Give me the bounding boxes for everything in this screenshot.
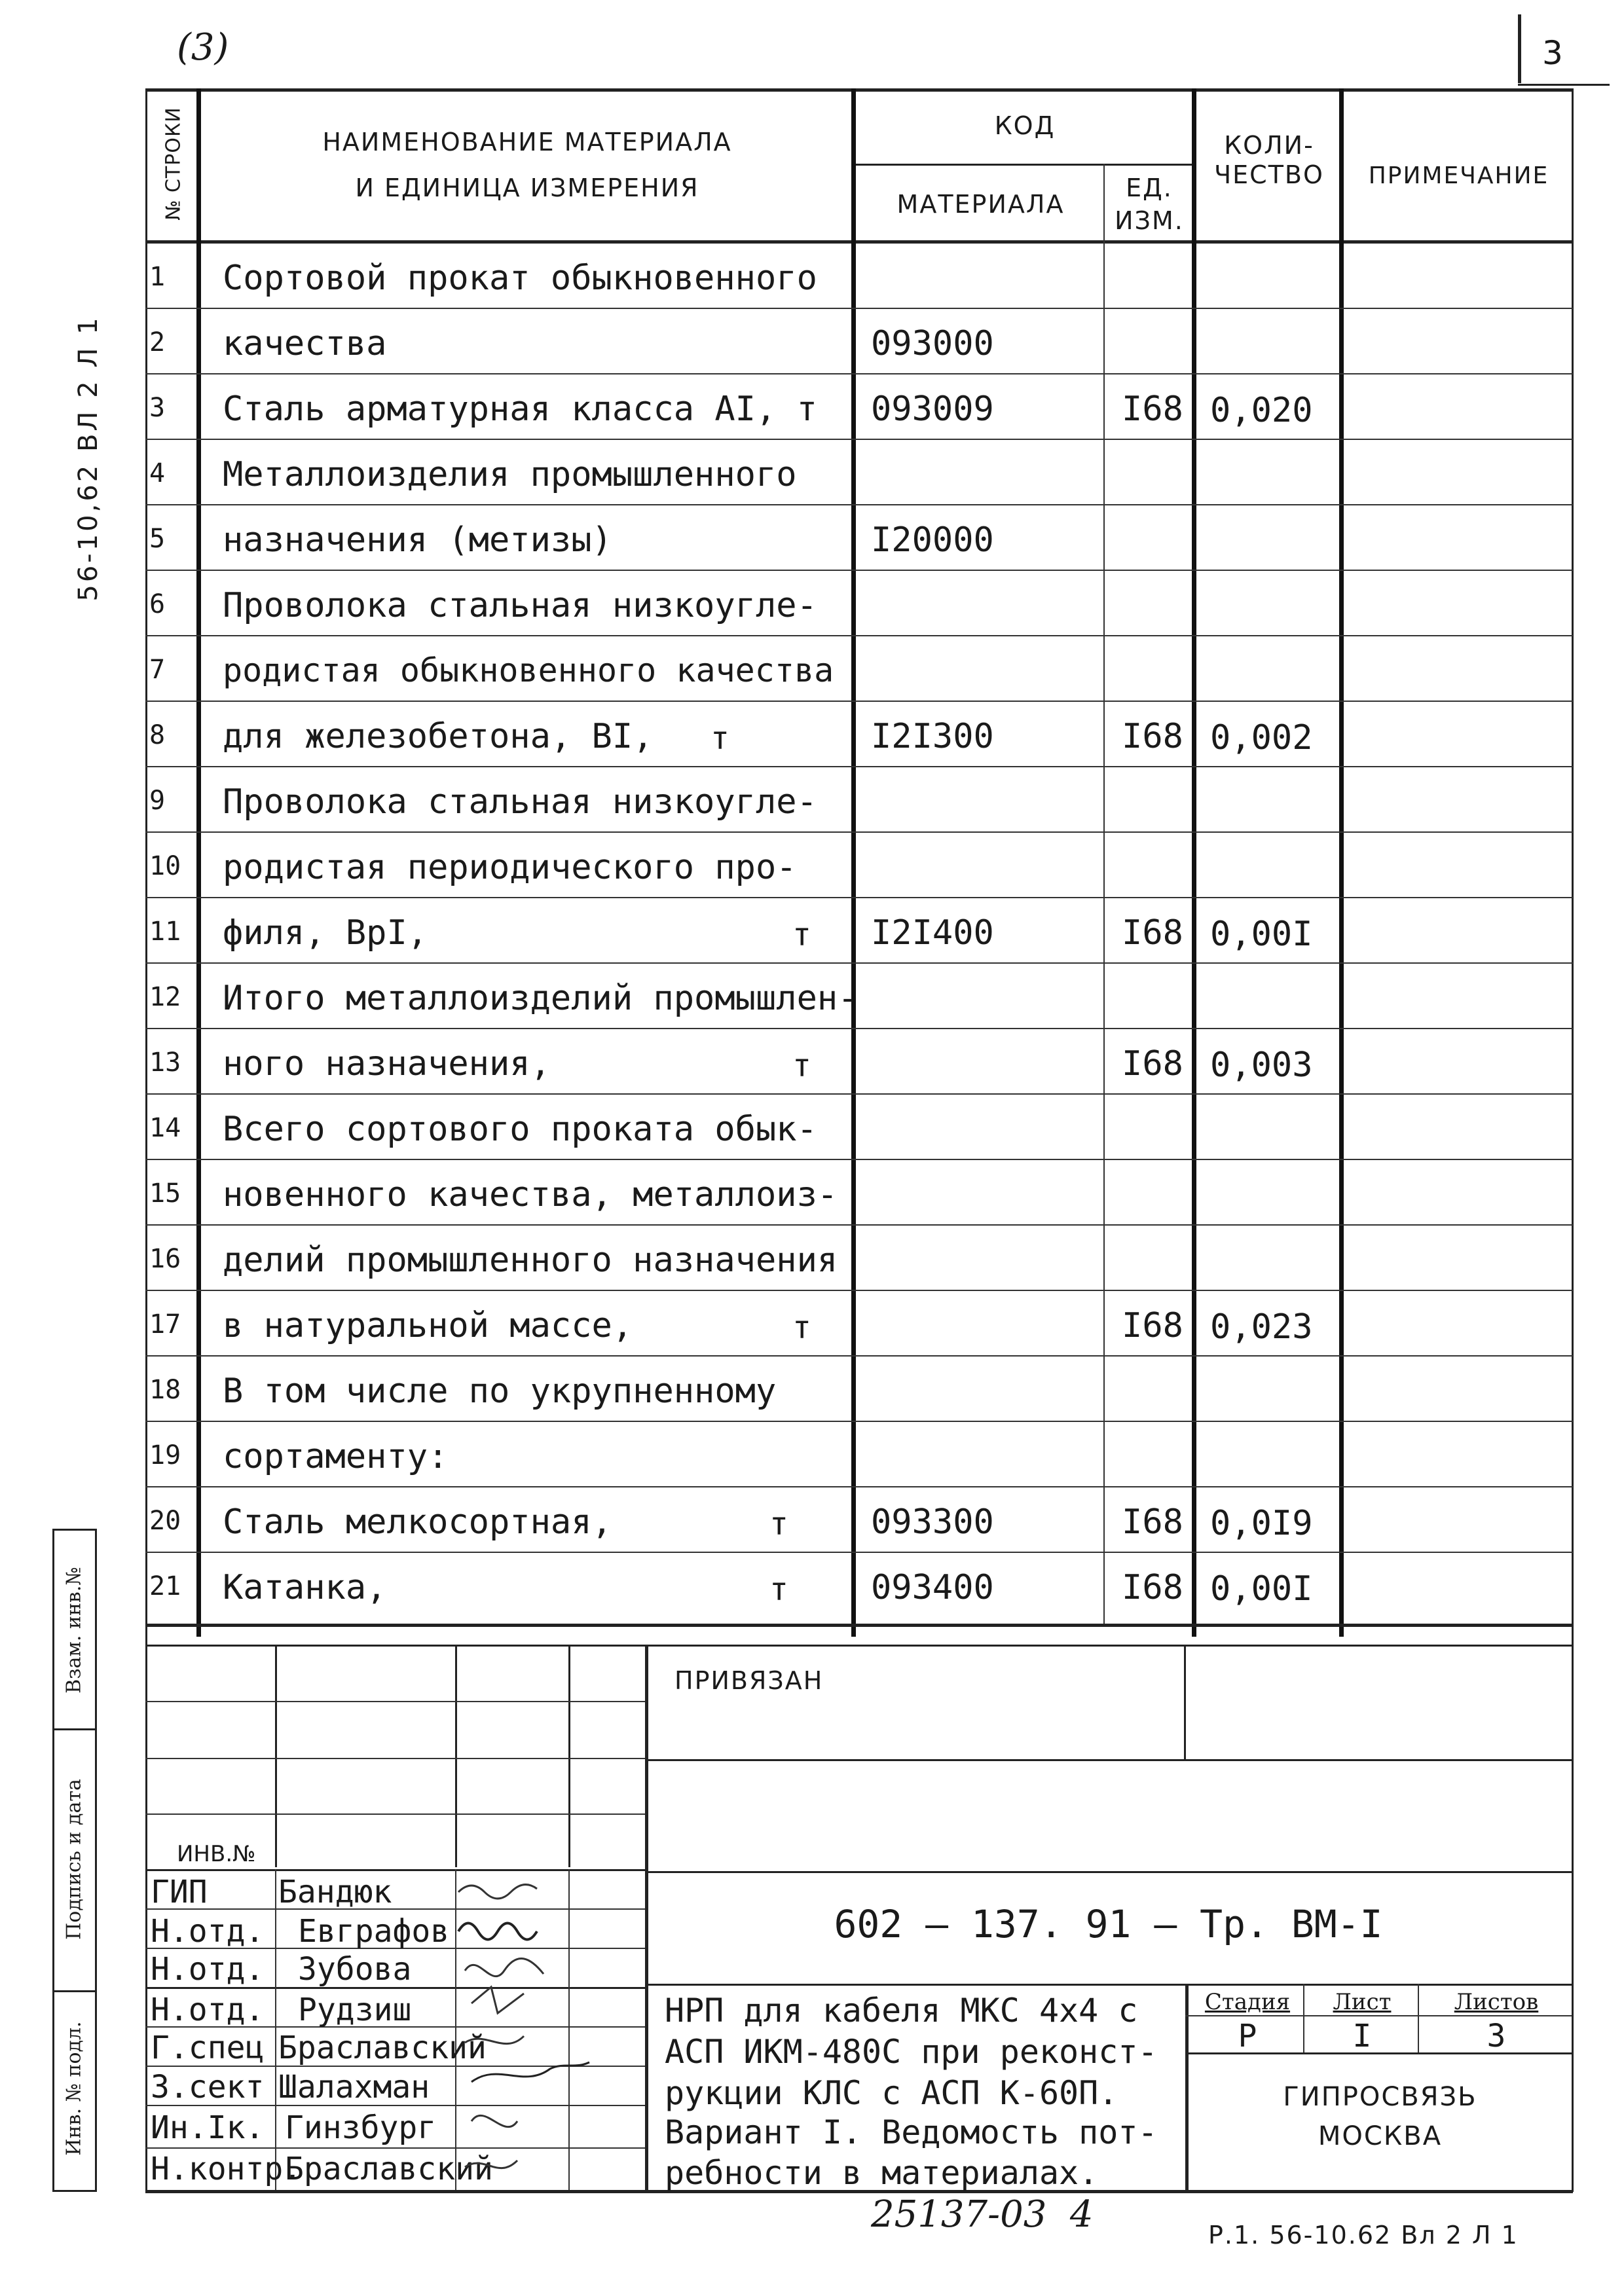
sheet-mark: (3) (177, 26, 229, 69)
table-bottom-border (145, 1624, 1573, 1627)
row-sep (145, 373, 1573, 374)
tb-right-h (645, 1759, 1572, 1761)
qty-header-line1: КОЛИ- (1224, 131, 1314, 160)
footer-reference: Р.1. 56-10.62 Вл 2 Л 1 (1208, 2221, 1519, 2250)
doc-description-line: НРП для кабеля МКС 4х4 с (665, 1992, 1138, 2030)
tb-grid-h (145, 1758, 645, 1759)
row-sep (145, 1028, 1573, 1029)
row-sep (145, 570, 1573, 571)
row-number: 3 (149, 393, 166, 423)
row-number: 1 (149, 262, 166, 292)
row-number: 19 (149, 1440, 181, 1470)
qty-header-line2: ЧЕСТВО (1214, 160, 1324, 189)
row-number: 16 (149, 1244, 181, 1274)
quantity: 0,020 (1210, 391, 1313, 430)
side-strip-sep (52, 1990, 97, 1992)
row-number: 17 (149, 1309, 181, 1339)
row-sep (145, 962, 1573, 964)
row-number: 10 (149, 851, 181, 881)
tb-grid-h (145, 1701, 645, 1702)
row-sep (145, 1355, 1573, 1357)
unit-code: I68 (1122, 390, 1183, 429)
unit-t: т (792, 1048, 811, 1084)
sig-role: Н.отд. (151, 1913, 265, 1950)
row-sep (145, 504, 1573, 505)
material-code: 093300 (871, 1503, 994, 1542)
quantity: 0,00I (1210, 1569, 1313, 1609)
org-name: ГИПРОСВЯЗЬ (1283, 2082, 1477, 2112)
side-strip-right (95, 1529, 97, 2190)
doc-description-line: ребности в материалах. (665, 2154, 1099, 2192)
quantity: 0,00I (1210, 915, 1313, 954)
side-strip-sep (52, 1728, 97, 1730)
material-name: в натуральной массе, (223, 1306, 633, 1345)
quantity: 0,0I9 (1210, 1504, 1313, 1543)
page-number-divider (1518, 14, 1521, 83)
material-name: Металлоизделия промышленного (223, 455, 797, 494)
tb-grid-v (568, 1645, 570, 1867)
row-number: 2 (149, 327, 166, 357)
privyazan-label: ПРИВЯЗАН (674, 1666, 824, 1695)
table-left-border (145, 88, 147, 1637)
sheets-value: 3 (1486, 2018, 1506, 2054)
unit-code: I68 (1122, 1503, 1183, 1542)
row-sep (145, 308, 1573, 309)
material-name: филя, ВрI, (223, 913, 428, 953)
document-code: 602 – 137. 91 – Тр. ВМ-I (834, 1902, 1383, 1946)
material-code: 093000 (871, 324, 994, 363)
sig-role: Ин.Iк. (151, 2109, 265, 2146)
row-sep (145, 635, 1573, 636)
sig-name: Рудзиш (298, 1992, 412, 2028)
col-divider-qty (1192, 88, 1196, 1637)
signature-scribbles (445, 1872, 642, 2187)
quantity: 0,002 (1210, 718, 1313, 757)
material-code: I20000 (871, 520, 994, 560)
row-sep (145, 1224, 1573, 1226)
inv-no-label: ИНВ.№ (177, 1841, 256, 1867)
stage-value: Р (1238, 2018, 1257, 2054)
material-name: Проволока стальная низкоугле- (223, 586, 817, 625)
row-sep (145, 1421, 1573, 1422)
tb-grid-h (145, 1813, 645, 1815)
tb-stage-v (1418, 1984, 1419, 2052)
tb-grid-v (455, 1645, 457, 1867)
material-name: для железобетона, ВI, (223, 717, 654, 756)
top-rule (1518, 84, 1610, 86)
material-name: Сталь арматурная класса АI, т (223, 390, 817, 429)
material-name: Катанка, (223, 1568, 387, 1607)
tb-privyazan-divider (1184, 1645, 1186, 1759)
side-strip-top (52, 1529, 97, 1531)
quantity: 0,003 (1210, 1046, 1313, 1085)
tb-stage-h (1185, 2015, 1572, 2016)
tb-right-h (645, 1984, 1572, 1986)
tb-stage-v (1303, 1984, 1304, 2052)
row-sep (145, 831, 1573, 833)
unit-t: т (792, 1309, 811, 1346)
unit-t: т (792, 917, 811, 953)
quantity: 0,023 (1210, 1307, 1313, 1347)
sig-name: Гинзбург (285, 2109, 437, 2146)
sheet-label: Лист (1333, 1989, 1392, 2015)
row-sep (145, 1093, 1573, 1095)
unit-t: т (710, 720, 729, 757)
unit-code: I68 (1122, 1044, 1183, 1084)
material-name: родистая периодического про- (223, 848, 797, 887)
sig-name: Браславский (285, 2151, 493, 2187)
row-number: 9 (149, 786, 166, 816)
material-name: Проволока стальная низкоугле- (223, 782, 817, 822)
org-city: МОСКВА (1318, 2121, 1443, 2151)
header-bottom-border (145, 240, 1573, 244)
inv-podl-label: Инв. № подл. (62, 2021, 86, 2156)
code-header-divider (851, 164, 1195, 166)
tb-grid-v (275, 1645, 277, 1867)
row-number: 6 (149, 589, 166, 619)
material-code: I2I400 (871, 913, 994, 953)
code-header: КОД (994, 111, 1056, 140)
row-number: 20 (149, 1506, 181, 1536)
row-number: 8 (149, 720, 166, 750)
material-name: делий промышленного назначения (223, 1241, 838, 1280)
row-sep (145, 897, 1573, 898)
page-number: 3 (1542, 34, 1563, 72)
name-header-line2: И ЕДИНИЦА ИЗМЕРЕНИЯ (355, 173, 699, 202)
doc-description-line: рукции КЛС с АСП К-60П. (665, 2074, 1118, 2112)
row-sep (145, 766, 1573, 767)
sig-role: ГИП (151, 1874, 208, 1910)
sig-name: Бандюк (278, 1874, 392, 1910)
col-divider-name (196, 88, 201, 1637)
row-number: 14 (149, 1113, 181, 1143)
material-name: назначения (метизы) (223, 520, 612, 560)
unit-code: I68 (1122, 1568, 1183, 1607)
row-sep (145, 1486, 1573, 1487)
sig-col-v (275, 1869, 276, 2190)
row-sep (145, 1159, 1573, 1160)
table-top-border (145, 88, 1573, 92)
row-number: 4 (149, 458, 166, 488)
material-name: В том числе по укрупненному (223, 1372, 777, 1411)
row-number: 15 (149, 1178, 181, 1209)
sig-role: Н.контр. (151, 2151, 303, 2187)
unit-t: т (769, 1506, 788, 1542)
row-number: 18 (149, 1375, 181, 1405)
doc-description-line: АСП ИКМ-480С при реконст- (665, 2033, 1158, 2071)
handwritten-number: 25137-03 4 (871, 2193, 1094, 2236)
sig-role: Н.отд. (151, 1992, 265, 2028)
sig-name: Шалахман (278, 2069, 430, 2105)
vzam-inv-label: Взам. инв.№ (62, 1567, 86, 1694)
tb-grid-h (145, 1869, 645, 1871)
row-sep (145, 701, 1573, 702)
stage-label: Стадия (1204, 1989, 1291, 2015)
side-strip-left (52, 1529, 54, 2190)
row-sep (145, 439, 1573, 440)
sig-name: Зубова (298, 1951, 412, 1988)
sig-name: Браславский (278, 2030, 487, 2066)
table-right-border (1572, 88, 1574, 1637)
material-name: родистая обыкновенного качества (223, 651, 834, 689)
tb-right (1572, 1624, 1574, 2192)
row-number: 12 (149, 982, 181, 1012)
material-name: ного назначения, (223, 1044, 551, 1084)
row-no-header: № СТРОКИ (162, 107, 185, 221)
material-name: Итого металлоизделий промышлен- (223, 979, 858, 1018)
material-code: I2I300 (871, 717, 994, 756)
unit-code: I68 (1122, 913, 1183, 953)
tb-right-h (645, 1871, 1572, 1873)
sig-role: Н.отд. (151, 1951, 265, 1988)
row-number: 7 (149, 655, 166, 685)
tb-left (145, 1624, 147, 2192)
material-code: 093009 (871, 390, 994, 429)
code-unit-header-line1: ЕД. (1126, 173, 1173, 202)
material-name: сортаменту: (223, 1437, 449, 1476)
row-sep (145, 1552, 1573, 1553)
material-code: 093400 (871, 1568, 994, 1607)
material-name: Всего сортового проката обык- (223, 1110, 817, 1149)
unit-code: I68 (1122, 1306, 1183, 1345)
sheet-value: I (1352, 2018, 1372, 2054)
material-name: новенного качества, металлоиз- (223, 1175, 838, 1214)
row-number: 21 (149, 1571, 181, 1601)
sig-name: Евграфов (298, 1913, 450, 1950)
sheets-label: Листов (1454, 1989, 1539, 2015)
sig-role: З.сект (151, 2069, 265, 2105)
doc-description-line: Вариант I. Ведомость пот- (665, 2113, 1158, 2151)
material-name: качества (223, 324, 387, 363)
col-divider-unit (1103, 164, 1105, 1627)
col-divider-code (851, 88, 856, 1637)
tb-top (145, 1645, 1573, 1647)
unit-code: I68 (1122, 717, 1183, 756)
material-name: Сталь мелкосортная, (223, 1503, 612, 1542)
col-divider-note (1339, 88, 1344, 1637)
code-material-header: МАТЕРИАЛА (896, 190, 1065, 219)
row-number: 11 (149, 917, 181, 947)
sig-role: Г.спец (151, 2030, 265, 2066)
side-strip-bottom (52, 2190, 97, 2192)
material-name: Сортовой прокат обыкновенного (223, 259, 817, 298)
note-header: ПРИМЕЧАНИЕ (1368, 162, 1549, 189)
row-number: 13 (149, 1048, 181, 1078)
podpis-label: Подпись и дата (62, 1779, 86, 1940)
unit-t: т (769, 1571, 788, 1608)
left-doc-code: 56-10,62 ВЛ 2 Л 1 (73, 315, 103, 602)
row-sep (145, 1290, 1573, 1291)
code-unit-header-line2: ИЗМ. (1115, 206, 1184, 235)
row-number: 5 (149, 524, 166, 554)
name-header-line1: НАИМЕНОВАНИЕ МАТЕРИАЛА (322, 128, 732, 156)
